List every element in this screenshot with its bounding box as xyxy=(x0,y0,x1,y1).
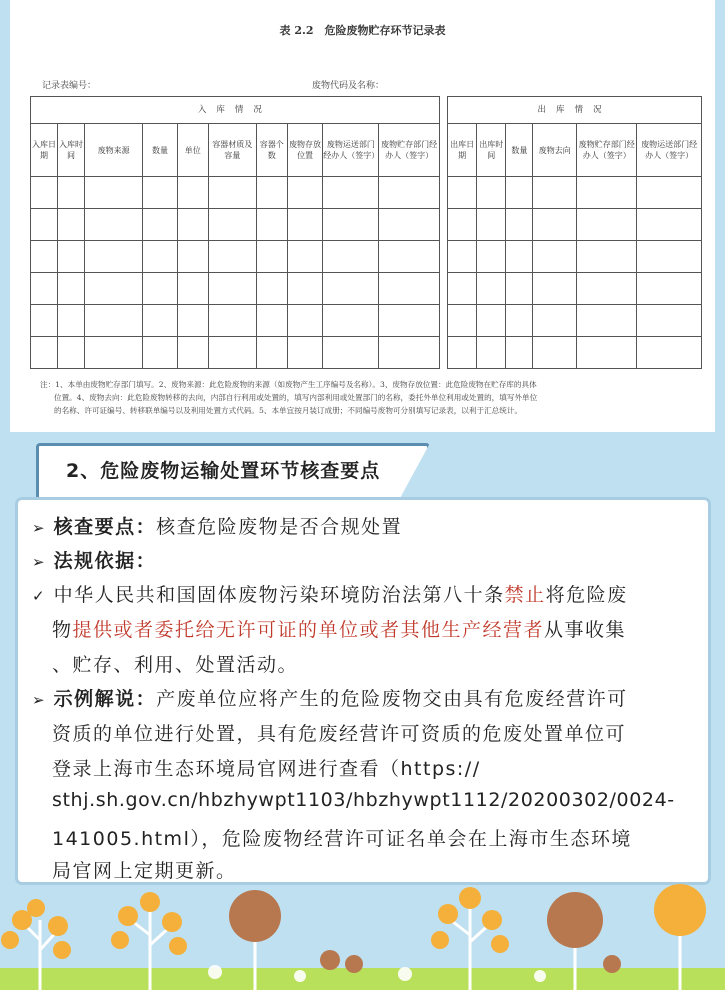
column-header: 废物贮存部门经办人（签字） xyxy=(577,124,637,177)
record-no-label: 记录表编号： xyxy=(42,81,97,91)
form-notes xyxy=(40,378,704,417)
check-bullet-icon: ✓ xyxy=(32,587,47,605)
record-table xyxy=(30,96,702,369)
table-row xyxy=(31,337,702,369)
table-row xyxy=(31,273,702,305)
example-label: 示例解说： xyxy=(53,688,157,710)
example-line-1 xyxy=(32,684,628,711)
content-card xyxy=(18,500,708,882)
column-header: 入库日期 xyxy=(31,124,58,177)
group-out-header: 出库情况 xyxy=(448,97,702,124)
column-header: 单位 xyxy=(177,124,208,177)
column-header: 废物贮存部门经办人（签字） xyxy=(379,124,439,177)
column-header: 废物来源 xyxy=(85,124,143,177)
law-basis-line xyxy=(32,546,156,573)
arrow-bullet-icon: ➢ xyxy=(32,519,47,537)
table-gap xyxy=(439,97,447,369)
column-header: 数量 xyxy=(506,124,533,177)
table-row xyxy=(31,209,702,241)
column-header: 废物运送部门经办人（签字） xyxy=(637,124,702,177)
example-text: 产废单位应将产生的危险废物交由具有危废经营许可 xyxy=(156,688,628,710)
column-header: 出库时间 xyxy=(477,124,506,177)
column-header: 容器材质及容量 xyxy=(208,124,256,177)
note-line: 注：1、本单由废物贮存部门填写。2、废物来源：此危险废物的来源（如废物产生工序编号及名称）。3、废物存放位置：此危险废物在贮存库的具体 xyxy=(40,380,537,389)
law-text-highlight: 禁止 xyxy=(504,584,546,606)
law-basis-label: 法规依据： xyxy=(53,550,157,572)
law-text-line-3: 、贮存、利用、处置活动。 xyxy=(52,654,299,676)
group-in-header: 入库情况 xyxy=(31,97,440,124)
table-row xyxy=(31,241,702,273)
example-line-3: 登录上海市生态环境局官网进行查看（https:// xyxy=(52,758,481,780)
note-line: 的名称、许可证编号、转移联单编号以及利用处置方式代码。5、本单宜按月装订成册；不同编号废物可分别填写记录表，以利于汇总统计。 xyxy=(54,406,523,415)
column-header: 废物去向 xyxy=(533,124,577,177)
column-header: 入库时间 xyxy=(58,124,85,177)
check-point-text: 核查危险废物是否合规处置 xyxy=(156,516,403,538)
arrow-bullet-icon: ➢ xyxy=(32,553,47,571)
form-title: 表 2.2 危险废物贮存环节记录表 xyxy=(279,24,446,37)
law-text-line-1 xyxy=(32,580,628,607)
law-text: 从事收集 xyxy=(544,619,627,641)
example-line-6: 局官网上定期更新。 xyxy=(52,860,237,882)
record-form-image xyxy=(10,0,715,432)
check-point-label: 核查要点： xyxy=(53,516,157,538)
decorative-trees-illustration xyxy=(0,880,725,990)
section-heading: 2、危险废物运输处置环节核查要点 xyxy=(66,460,381,482)
column-header: 数量 xyxy=(143,124,177,177)
law-text: 将危险废 xyxy=(545,584,628,606)
waste-code-label: 废物代码及名称： xyxy=(312,81,385,91)
law-text: 中华人民共和国固体废物污染环境防治法第八十条 xyxy=(53,584,505,606)
column-header: 出库日期 xyxy=(448,124,477,177)
example-line-2: 资质的单位进行处置，具有危废经营许可资质的危废处置单位可 xyxy=(52,723,627,745)
column-header: 容器个数 xyxy=(256,124,287,177)
table-row xyxy=(31,305,702,337)
law-text: 物 xyxy=(52,619,73,641)
example-line-5: 141005.html），危险废物经营许可证名单会在上海市生态环境 xyxy=(52,828,632,850)
table-row xyxy=(31,177,702,209)
law-text-line-2 xyxy=(52,615,626,642)
check-point-line xyxy=(32,512,402,539)
example-url-line: sthj.sh.gov.cn/hbzhywpt1103/hbzhywpt1112/20200302/0024- xyxy=(52,789,675,811)
column-header: 废物运送部门经办人（签字） xyxy=(323,124,379,177)
arrow-bullet-icon: ➢ xyxy=(32,691,47,709)
column-header: 废物存放位置 xyxy=(287,124,322,177)
note-line: 位置。4、废物去向：此危险废物转移的去向，内部自行利用或处置的，填写内部利用或处置部门的名称，委托外单位利用或处置的，填写外单位 xyxy=(54,393,538,402)
law-text-highlight: 提供或者委托给无许可证的单位或者其他生产经营者 xyxy=(72,619,545,641)
